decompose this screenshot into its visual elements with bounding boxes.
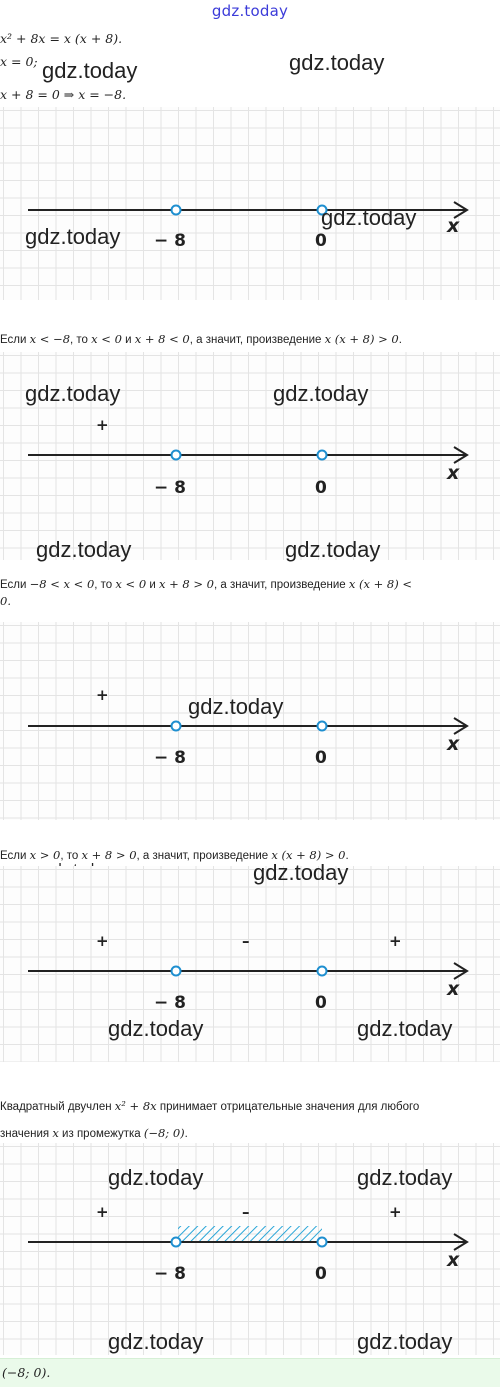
point-minus-eight bbox=[172, 722, 181, 731]
number-line-panel-5 bbox=[0, 1143, 500, 1355]
label-minus-eight: − 8 bbox=[154, 1264, 186, 1284]
watermark: gdz.today bbox=[108, 1165, 204, 1190]
point-zero bbox=[318, 1238, 327, 1247]
sign-plus-left: + bbox=[96, 416, 109, 434]
watermark: gdz.today bbox=[253, 860, 349, 885]
axis-label-x: x bbox=[447, 462, 460, 484]
label-minus-eight: − 8 bbox=[154, 993, 186, 1013]
watermark: gdz.today bbox=[188, 694, 284, 719]
equation-factorization: x² + 8x = x (x + 8). bbox=[0, 31, 123, 46]
case-text-1: Если x < −8, то x < 0 и x + 8 < 0, а значит, произведение x (x + 8) > 0. bbox=[0, 332, 402, 346]
site-logo[interactable]: gdz.today bbox=[211, 2, 289, 20]
sign-plus-left: + bbox=[96, 1203, 109, 1221]
sign-plus-right: + bbox=[389, 932, 402, 950]
label-zero: 0 bbox=[315, 993, 327, 1013]
watermark: gdz.today bbox=[25, 381, 121, 406]
point-minus-eight bbox=[172, 451, 181, 460]
watermark: gdz.today bbox=[273, 381, 369, 406]
label-minus-eight: − 8 bbox=[154, 748, 186, 768]
label-minus-eight: − 8 bbox=[154, 231, 186, 251]
shaded-interval bbox=[178, 1226, 322, 1242]
watermark: gdz.today bbox=[25, 224, 121, 249]
watermark: gdz.today bbox=[36, 537, 132, 562]
label-zero: 0 bbox=[315, 1264, 327, 1284]
sign-plus-right: + bbox=[389, 1203, 402, 1221]
watermark: gdz.today bbox=[357, 1329, 453, 1354]
label-zero: 0 bbox=[315, 748, 327, 768]
axis-label-x: x bbox=[447, 978, 460, 1000]
conclusion-text: Квадратный двучлен x² + 8x принимает отрицательные значения для любого значения x из промежутка (−8; 0). bbox=[0, 1099, 420, 1140]
answer-text: (−8; 0). bbox=[2, 1365, 51, 1380]
point-zero bbox=[318, 451, 327, 460]
equation-root-minus-eight: x + 8 = 0 ⇒ x = −8. bbox=[0, 87, 127, 102]
answer-bar bbox=[0, 1358, 500, 1387]
number-line-3 bbox=[0, 622, 500, 820]
number-line-panel-2 bbox=[0, 352, 500, 560]
watermark: gdz.today bbox=[42, 58, 138, 83]
number-line-panel-1 bbox=[0, 107, 500, 300]
number-line-panel-4 bbox=[0, 860, 500, 1062]
sign-minus-middle: – bbox=[242, 1203, 250, 1221]
axis-label-x: x bbox=[447, 1249, 460, 1271]
equation-root-zero: x = 0; bbox=[0, 54, 38, 69]
point-zero bbox=[318, 722, 327, 731]
axis-label-x: x bbox=[447, 215, 460, 237]
point-minus-eight bbox=[172, 967, 181, 976]
axis-label-x: x bbox=[447, 733, 460, 755]
label-zero: 0 bbox=[315, 478, 327, 498]
sign-plus-left: + bbox=[96, 686, 109, 704]
sign-plus-left: + bbox=[96, 932, 109, 950]
watermark: gdz.today bbox=[357, 1165, 453, 1190]
watermark: gdz.today bbox=[108, 1329, 204, 1354]
point-minus-eight bbox=[172, 206, 181, 215]
number-line-1 bbox=[0, 107, 500, 300]
watermark: gdz.today bbox=[108, 1016, 204, 1041]
watermark: gdz.today bbox=[357, 1016, 453, 1041]
point-zero bbox=[318, 967, 327, 976]
watermark: gdz.today bbox=[321, 205, 417, 230]
watermark: gdz.today bbox=[285, 537, 381, 562]
label-minus-eight: − 8 bbox=[154, 478, 186, 498]
number-line-panel-3 bbox=[0, 622, 500, 820]
sign-minus-middle: – bbox=[242, 932, 250, 950]
point-minus-eight bbox=[172, 1238, 181, 1247]
case-text-3: Если x > 0, то x + 8 > 0, а значит, произведение x (x + 8) > 0. bbox=[0, 848, 349, 862]
label-zero: 0 bbox=[315, 231, 327, 251]
case-text-2: Если −8 < x < 0, то x < 0 и x + 8 > 0, а значит, произведение x (x + 8) < 0. bbox=[0, 577, 413, 608]
watermark: gdz.today bbox=[289, 50, 385, 75]
